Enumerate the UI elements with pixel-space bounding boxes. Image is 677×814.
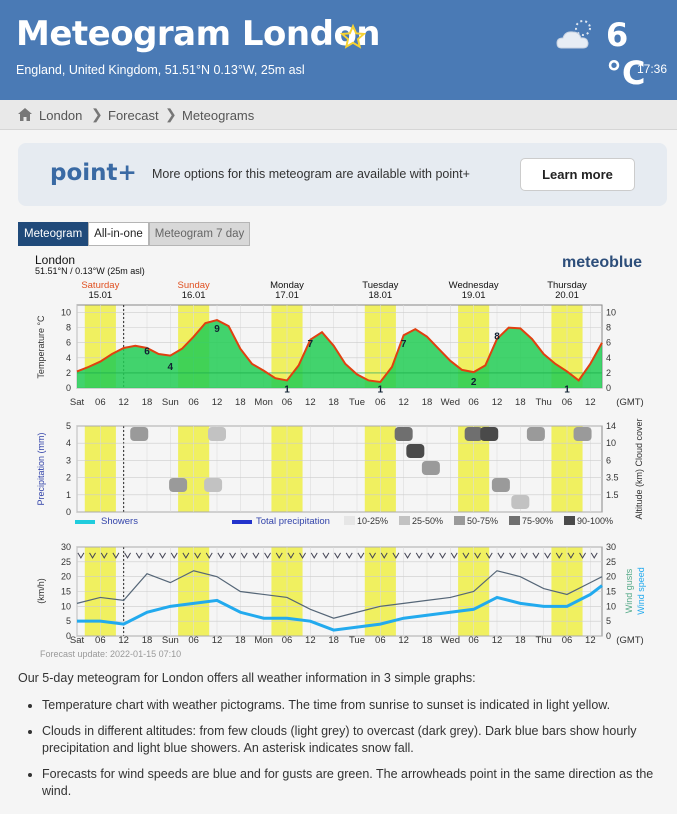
day-date: 16.01: [181, 290, 206, 301]
chevron-right-icon: ❯: [91, 106, 103, 122]
y-axis-label: Temperature °C: [36, 315, 46, 379]
y-tick-label: 10: [606, 307, 617, 318]
day-date: 20.01: [555, 290, 579, 301]
cloud-patch: [480, 427, 498, 441]
y-tick-label: 3: [65, 455, 71, 466]
x-tick-label: Mon: [254, 397, 273, 408]
x-tick-label: 12: [211, 635, 223, 646]
x-tick-label: 18: [141, 397, 153, 408]
x-tick-label: 12: [585, 635, 596, 646]
y-tick-label: 10: [606, 601, 617, 612]
x-tick-label: Tue: [348, 635, 366, 646]
cloud-patch: [574, 427, 592, 441]
day-date: 19.01: [461, 290, 486, 301]
y-axis-label-speed: Wind speed: [636, 567, 646, 615]
wind-direction-arrow: [171, 553, 177, 558]
temperature-label: 1: [377, 384, 384, 396]
breadcrumb-meteograms[interactable]: Meteograms: [182, 108, 255, 123]
x-tick-label: 12: [118, 397, 129, 408]
wind-direction-arrow: [148, 553, 154, 558]
x-tick-label: 06: [561, 397, 573, 408]
wind-direction-arrow: [510, 553, 516, 558]
x-tick-label: 12: [211, 397, 223, 408]
day-name: Monday: [270, 280, 304, 291]
temperature-label: 4: [167, 361, 174, 373]
breadcrumb: [0, 100, 677, 130]
y-axis-label: Precipitation (mm): [36, 432, 46, 506]
x-tick-label: 12: [305, 635, 316, 646]
y-tick-label: 20: [60, 571, 71, 582]
x-tick-label: Sat: [69, 635, 85, 646]
y-tick-label: 0: [65, 383, 71, 393]
y-tick-label: 2: [65, 367, 71, 378]
y-tick-label: 15: [606, 586, 617, 597]
y-tick-label: 6: [606, 337, 612, 348]
total-legend-swatch: [232, 520, 252, 524]
day-name: Saturday: [81, 280, 120, 291]
y-tick-label: 30: [60, 542, 71, 552]
current-temperature: 6 °C: [606, 16, 646, 92]
y-tick-label: 8: [606, 322, 612, 333]
x-tick-label: 18: [515, 635, 526, 646]
temperature-label: 7: [400, 339, 407, 351]
y-tick-label: 5: [606, 616, 612, 627]
y-tick-label: 10: [60, 307, 71, 318]
forecast-update: Forecast update: 2022-01-15 07:10: [40, 649, 182, 659]
cloud-legend-swatch: [454, 516, 465, 525]
y-tick-label: 1.5: [606, 489, 619, 500]
cloud-patch: [169, 478, 187, 492]
x-tick-label: 06: [95, 635, 106, 646]
description-item: • Forecasts for wind speeds are blue and for gusts are green. The arrowheads point in the same direction as the wind.: [42, 766, 658, 800]
day-name: Wednesday: [448, 280, 499, 291]
legend-cloud-level: 25-50%: [412, 516, 444, 526]
wind-direction-arrow: [241, 553, 247, 558]
promo-text: More options for this meteogram are available with point+: [152, 167, 470, 181]
x-tick-label: Tue: [348, 397, 366, 408]
legend-cloud-level: 10-25%: [357, 516, 389, 526]
temperature-label: 9: [214, 324, 220, 336]
breadcrumb-forecast[interactable]: Forecast: [108, 108, 159, 123]
location-subtitle: England, United Kingdom, 51.51°N 0.13°W, 25m asl: [16, 63, 305, 77]
x-tick-label: 06: [188, 635, 199, 646]
cloud-patch: [395, 427, 413, 441]
x-tick-label: 18: [515, 397, 526, 408]
y-tick-label: 4: [65, 438, 71, 449]
y-tick-label: 0: [65, 507, 71, 517]
wind-direction-arrow: [591, 553, 597, 558]
temperature-label: 6: [144, 346, 150, 358]
wind-direction-arrow: [498, 553, 504, 558]
temperature-label: 1: [564, 384, 570, 396]
legend-cloud-level: 75-90%: [522, 516, 554, 526]
wind-direction-arrow: [323, 553, 329, 558]
x-tick-label: Wed: [440, 397, 461, 408]
day-date: 15.01: [88, 290, 113, 301]
legend-showers: Showers: [101, 516, 138, 527]
y-tick-label: 4: [65, 352, 71, 363]
y-tick-label: 25: [606, 556, 617, 567]
cloud-patch: [422, 461, 440, 475]
temperature-label: 8: [494, 331, 500, 343]
description-intro: Our 5-day meteogram for London offers all weather information in 3 simple graphs:: [18, 671, 476, 685]
y-tick-label: 0: [606, 631, 612, 641]
meteogram-description: [18, 670, 658, 809]
cloud-legend-swatch: [509, 516, 520, 525]
x-tick-label: 12: [491, 635, 503, 646]
cloud-patch: [208, 427, 226, 441]
x-tick-label: 06: [375, 635, 386, 646]
wind-direction-arrow: [346, 553, 352, 558]
y-axis-label-right: Altitude (km) Cloud cover: [634, 418, 644, 520]
x-tick-label: 06: [281, 397, 293, 408]
wind-direction-arrow: [265, 553, 271, 558]
wind-direction-arrow: [218, 553, 224, 558]
x-tick-label: 12: [398, 397, 409, 408]
page-header: [0, 0, 677, 100]
day-name: Sunday: [177, 280, 210, 291]
cloud-patch: [492, 478, 510, 492]
x-tick-label: 06: [468, 397, 479, 408]
x-tick-label: 18: [235, 635, 246, 646]
y-tick-label: 20: [606, 571, 617, 582]
wind-direction-arrow: [545, 553, 551, 558]
cloud-legend-swatch: [564, 516, 575, 525]
y-tick-label: 10: [60, 601, 71, 612]
x-tick-label: 06: [281, 635, 293, 646]
x-tick-label: 18: [421, 635, 433, 646]
wind-direction-arrow: [125, 553, 131, 558]
legend-total: Total precipitation: [256, 516, 330, 527]
cloud-patch: [204, 478, 222, 492]
wind-direction-arrow: [533, 553, 539, 558]
wind-direction-arrow: [405, 553, 411, 558]
x-tick-label: Thu: [535, 635, 552, 646]
x-tick-label: Sat: [69, 397, 85, 408]
temperature-label: 1: [284, 384, 290, 396]
meteogram-chart: [0, 250, 677, 665]
y-tick-label: 14: [606, 421, 617, 431]
y-tick-label: 1: [65, 489, 71, 500]
x-tick-label: 06: [468, 635, 479, 646]
cloud-patch: [511, 495, 529, 509]
y-axis-label-gusts: Wind gusts: [624, 568, 634, 614]
y-tick-label: 6: [606, 455, 612, 466]
x-tick-label: 18: [421, 397, 433, 408]
x-tick-label: 12: [305, 397, 316, 408]
cloud-patch: [130, 427, 148, 441]
temperature-label: 7: [307, 339, 314, 351]
x-tick-label: 06: [188, 397, 199, 408]
favorite-star-icon[interactable]: [340, 24, 366, 50]
current-time: 17:36: [636, 62, 667, 76]
cloud-patch: [406, 444, 424, 458]
point-plus-banner: [18, 143, 667, 206]
y-axis-label: (km/h): [36, 578, 46, 604]
x-tick-label: 12: [118, 635, 129, 646]
home-icon[interactable]: [18, 108, 32, 121]
partly-cloudy-icon: [553, 16, 601, 56]
temperature-label: 2: [470, 376, 477, 388]
description-item: • Clouds in different altitudes: from few clouds (light grey) to overcast (dark grey). Dark blue bars show hourly precipitation and light blue showers. An asterisk indicates snow fall.: [42, 723, 658, 757]
x-tick-label: 12: [585, 397, 596, 408]
wind-direction-arrow: [78, 553, 84, 558]
chevron-right-icon: ❯: [165, 106, 177, 122]
wind-direction-arrow: [416, 553, 422, 558]
y-tick-label: 0: [65, 631, 71, 641]
cloud-legend-swatch: [399, 516, 410, 525]
meteogram-place: London: [35, 253, 76, 267]
y-tick-label: 5: [65, 616, 71, 627]
legend-cloud-level: 90-100%: [577, 516, 614, 526]
x-tick-label: Thu: [535, 397, 552, 408]
y-tick-label: 15: [60, 586, 71, 597]
wind-direction-arrow: [440, 553, 446, 558]
wind-direction-arrow: [521, 553, 527, 558]
description-item: • Temperature chart with weather pictograms. The time from sunrise to sunset is indicated in light yellow.: [42, 697, 658, 714]
tab-meteogram[interactable]: Meteogram: [18, 222, 88, 246]
x-tick-label: (GMT): [616, 635, 644, 646]
x-tick-label: 06: [375, 397, 386, 408]
wind-direction-arrow: [335, 553, 341, 558]
cloud-legend-swatch: [344, 516, 355, 525]
x-tick-label: 06: [95, 397, 106, 408]
meteogram-tabs: [18, 222, 250, 246]
breadcrumb-london[interactable]: London: [39, 108, 83, 123]
y-tick-label: 2: [606, 367, 612, 378]
y-tick-label: 2: [65, 472, 71, 483]
tab-meteogram-7-day[interactable]: Meteogram 7 day: [149, 222, 251, 246]
x-tick-label: Mon: [254, 635, 273, 646]
page-title: Meteogram London: [16, 14, 381, 54]
x-tick-label: 12: [398, 635, 409, 646]
tab-all-in-one[interactable]: All-in-one: [88, 222, 149, 246]
x-tick-label: Sun: [161, 635, 179, 646]
x-tick-label: Wed: [440, 635, 461, 646]
y-tick-label: 8: [65, 322, 71, 333]
x-tick-label: Sun: [161, 397, 179, 408]
y-tick-label: 30: [606, 542, 617, 552]
cloud-patch: [527, 427, 545, 441]
y-tick-label: 0: [606, 383, 612, 393]
legend-cloud-level: 50-75%: [467, 516, 499, 526]
learn-more-button[interactable]: Learn more: [520, 158, 635, 191]
wind-speed-line: [77, 586, 602, 631]
showers-legend-swatch: [75, 520, 95, 524]
wind-direction-arrow: [451, 553, 457, 558]
y-tick-label: 3.5: [606, 472, 619, 483]
wind-direction-arrow: [160, 553, 166, 558]
x-tick-label: 18: [328, 397, 339, 408]
wind-direction-arrow: [428, 553, 434, 558]
meteoblue-logo: meteoblue: [562, 254, 643, 271]
x-tick-label: (GMT): [616, 397, 644, 408]
y-tick-label: 5: [65, 421, 71, 431]
point-plus-logo: point+: [50, 160, 137, 186]
y-tick-label: 10: [606, 438, 617, 449]
cloud-patch: [465, 427, 483, 441]
day-name: Thursday: [547, 280, 587, 291]
x-tick-label: 18: [141, 635, 153, 646]
x-tick-label: 12: [491, 397, 503, 408]
meteogram-coords: 51.51°N / 0.13°W (25m asl): [35, 266, 145, 276]
day-date: 17.01: [275, 290, 299, 301]
wind-direction-arrow: [358, 553, 364, 558]
x-tick-label: 18: [235, 397, 246, 408]
y-tick-label: 6: [65, 337, 71, 348]
wind-direction-arrow: [230, 553, 236, 558]
day-name: Tuesday: [362, 280, 399, 291]
wind-direction-arrow: [253, 553, 259, 558]
x-tick-label: 06: [561, 635, 573, 646]
y-tick-label: 4: [606, 352, 612, 363]
x-tick-label: 18: [328, 635, 339, 646]
wind-direction-arrow: [311, 553, 317, 558]
wind-direction-arrow: [136, 553, 142, 558]
day-date: 18.01: [368, 290, 393, 301]
y-tick-label: 25: [60, 556, 71, 567]
